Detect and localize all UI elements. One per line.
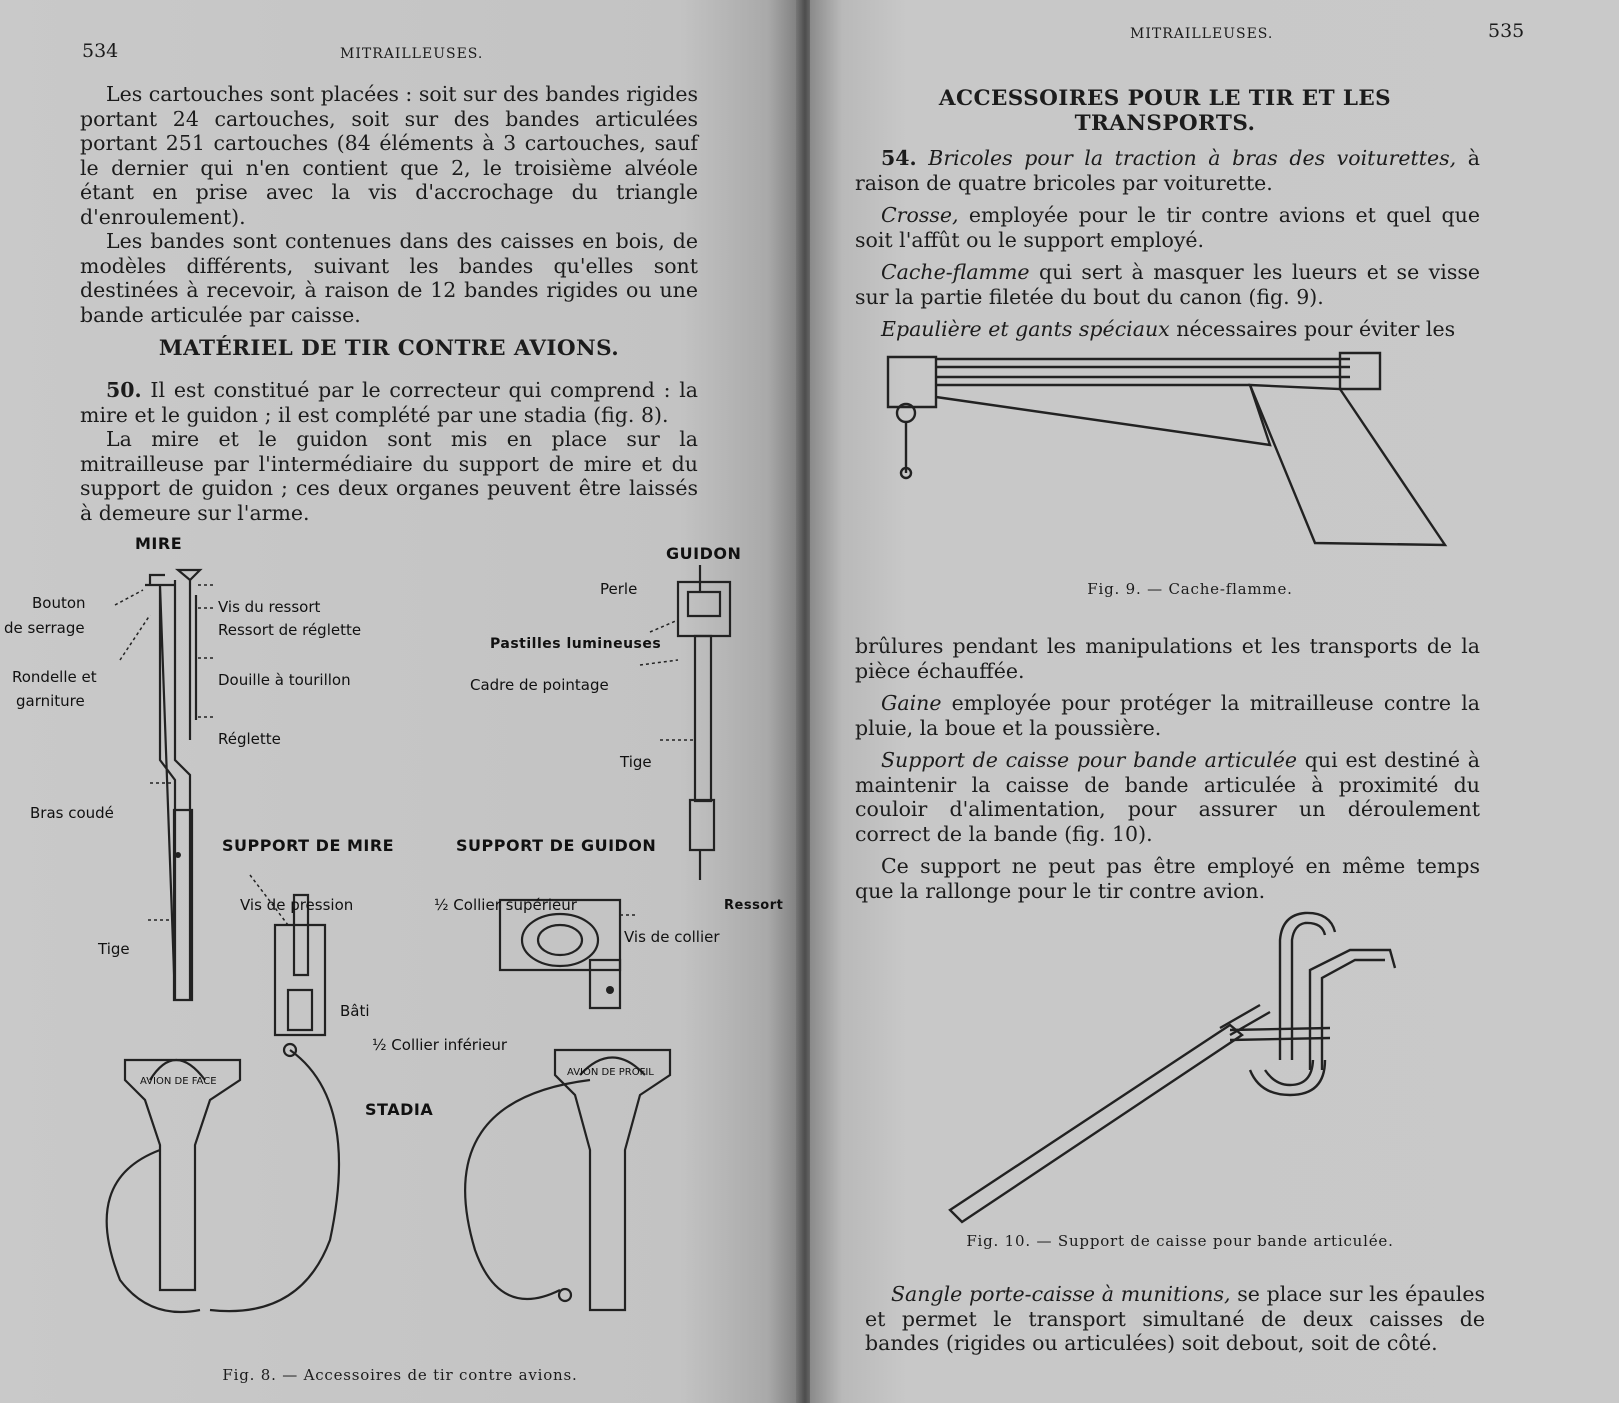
right-middle-text: [855, 634, 1480, 903]
running-head-left: MITRAILLEUSES.: [340, 46, 484, 62]
left-section-50-text: [80, 378, 698, 525]
label-collier-superieur: ½ Collier supérieur: [434, 896, 577, 914]
page-number-left: 534: [82, 40, 119, 62]
figure-9-drawing: [870, 345, 1470, 570]
label-de-serrage: de serrage: [4, 619, 85, 637]
caption-fig-9: Fig. 9. — Cache-flamme.: [1087, 580, 1293, 598]
label-pastilles: Pastilles lumineuses: [490, 636, 662, 652]
label-rondelle: Rondelle et: [12, 668, 97, 686]
paragraph-54: [855, 146, 1480, 195]
crosse-text: employée pour le tir contre avions et quel que soit l'affût ou le support employé.: [855, 203, 1480, 252]
paragraph-cache-flamme: [855, 260, 1480, 309]
cache-flamme-term: Cache-flamme: [881, 260, 1030, 284]
label-support-guidon-title: SUPPORT DE GUIDON: [456, 836, 657, 855]
section-number-50: 50.: [106, 378, 142, 402]
epauliere-term: Epaulière et gants spéciaux: [881, 317, 1170, 341]
label-ressort: Ressort: [724, 898, 784, 913]
left-intro-text: [80, 82, 698, 327]
paragraph-crosse: [855, 203, 1480, 252]
right-bottom-text: [865, 1282, 1485, 1356]
sangle-term: Sangle porte-caisse à munitions,: [891, 1282, 1231, 1306]
support-caisse-text: qui est destiné à maintenir la caisse de bande articulée à proximité du couloir d'alimentation, pour assurer un déroulement correct de la bande (fig. 10).: [855, 748, 1481, 846]
label-support-mire-title: SUPPORT DE MIRE: [222, 836, 395, 855]
crosse-term: Crosse,: [881, 203, 959, 227]
label-reglette: Réglette: [218, 730, 281, 748]
label-vis-ressort: Vis du ressort: [218, 598, 321, 616]
label-douille: Douille à tourillon: [218, 671, 351, 689]
right-section-54-text: [855, 146, 1480, 342]
caption-fig-8: Fig. 8. — Accessoires de tir contre avions.: [222, 1366, 578, 1384]
label-perle: Perle: [600, 580, 638, 598]
label-vis-pression: Vis de pression: [240, 896, 354, 914]
right-page: [810, 0, 1619, 1403]
section-number-54: 54.: [881, 146, 917, 170]
label-mire-title: MIRE: [135, 534, 183, 553]
label-bras-coude: Bras coudé: [30, 804, 114, 822]
label-bouton: Bouton: [32, 594, 86, 612]
paragraph-note-rallonge: Ce support ne peut pas être employé en même temps que la rallonge pour le tir contre avion.: [855, 854, 1480, 903]
label-garniture: garniture: [16, 692, 85, 710]
bricoles-text: à raison de quatre bricoles par voiturette.: [855, 146, 1480, 195]
paragraph-brulures: brûlures pendant les manipulations et les transports de la pièce échauffée.: [855, 634, 1480, 683]
figure-10-drawing: [930, 910, 1430, 1230]
paragraph-epauliere: [855, 317, 1480, 342]
label-stadia-title: STADIA: [365, 1100, 434, 1119]
caption-fig-10: Fig. 10. — Support de caisse pour bande articulée.: [966, 1232, 1394, 1250]
gaine-term: Gaine: [881, 691, 942, 715]
label-collier-inferieur: ½ Collier inférieur: [372, 1036, 508, 1054]
section-heading-accessoires: ACCESSOIRES POUR LE TIR ET LES TRANSPORTS.: [938, 86, 1392, 136]
label-tige-guidon: Tige: [620, 753, 652, 771]
paragraph-mire-guidon: La mire et le guidon sont mis en place sur la mitrailleuse par l'intermédiaire du support de mire et du support de guidon ; ces deux organes peuvent être laissés à demeure sur l'arme.: [80, 427, 698, 525]
label-cadre: Cadre de pointage: [470, 676, 609, 694]
left-page: [0, 0, 800, 1403]
page-number-right: 535: [1488, 20, 1525, 42]
paragraph-50-text: Il est constitué par le correcteur qui comprend : la mire et le guidon ; il est complété par une stadia (fig. 8).: [80, 378, 698, 427]
gaine-text: employée pour protéger la mitrailleuse contre la pluie, la boue et la poussière.: [855, 691, 1480, 740]
label-ressort-reglette: Ressort de réglette: [218, 621, 362, 639]
paragraph-bandes: Les bandes sont contenues dans des caisses en bois, de modèles différents, suivant les bandes qu'elles sont destinées à recevoir, à raison de 12 bandes rigides ou une bande articulée par caisse.: [80, 229, 698, 327]
label-bati: Bâti: [340, 1002, 370, 1020]
cache-flamme-text: qui sert à masquer les lueurs et se visse sur la partie filetée du bout du canon (fig. 9).: [855, 260, 1480, 309]
paragraph-cartouches: Les cartouches sont placées : soit sur des bandes rigides portant 24 cartouches, soit sur des bandes articulées portant 251 cartouches (84 éléments à 3 cartouches, sauf le dernier qui n'en contient que 2, le troisième alvéole étant en prise avec la vis d'accrochage du triangle d'enroulement).: [80, 82, 698, 229]
epauliere-text: nécessaires pour éviter les: [1169, 317, 1456, 341]
section-heading-materiel: MATÉRIEL DE TIR CONTRE AVIONS.: [158, 336, 620, 361]
label-guidon-title: GUIDON: [666, 544, 742, 563]
label-vis-collier: Vis de collier: [624, 928, 720, 946]
label-tige-mire: Tige: [98, 940, 130, 958]
sangle-text: se place sur les épaules et permet le transport simultané de deux caisses de bandes (rigides ou articulées) soit debout, soit de côté.: [865, 1282, 1485, 1355]
label-avion-face: AVION DE FACE: [140, 1076, 217, 1087]
paragraph-sangle: [865, 1282, 1485, 1356]
support-caisse-term: Support de caisse pour bande articulée: [881, 748, 1298, 772]
paragraph-50: [80, 378, 698, 427]
bricoles-term: Bricoles pour la traction à bras des voiturettes,: [928, 146, 1457, 170]
paragraph-gaine: [855, 691, 1480, 740]
label-avion-profil: AVION DE PROFIL: [567, 1067, 654, 1078]
paragraph-support-caisse: [855, 748, 1480, 846]
running-head-right: MITRAILLEUSES.: [1130, 26, 1274, 42]
